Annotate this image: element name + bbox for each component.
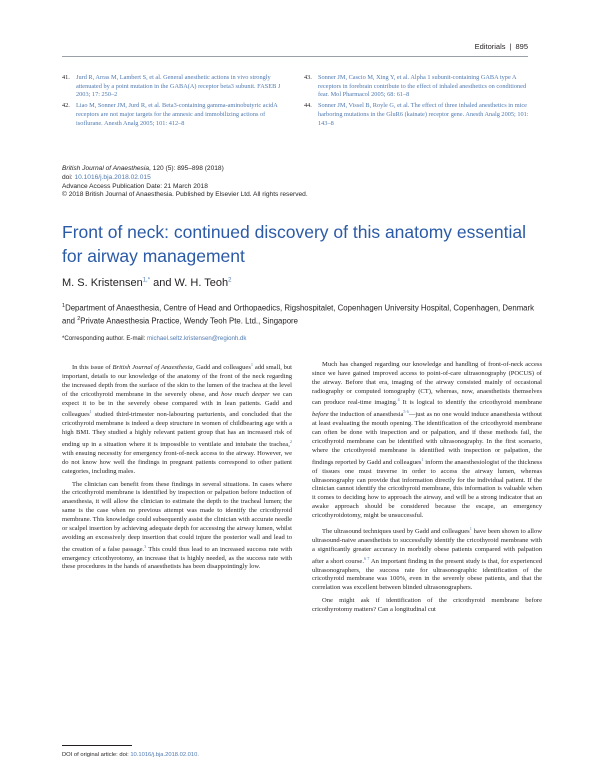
- reference-column-left: [62, 74, 288, 130]
- reference-column-right: [304, 74, 530, 130]
- text-run: Much has changed regarding our knowledge and handling of front-of-neck access since we have gained improved access to point-of-care ultrasonography (POCUS) of the airway. Before that era, imaging of the airway consisted mainly of occasional radiography or computed tomography (CT), whereas, now, anaesthetists themselves can produce real-time imaging.: [312, 361, 542, 407]
- reference-link[interactable]: Sonner JM, Cascio M, Xing Y, et al. Alpha 1 subunit-containing GABA type A receptors in forebrain contribute to the effect of inhaled anesthetics on conditioned fear. Mol Pharmacol 2005; 68: 61–8: [318, 74, 527, 99]
- text-run: The ultrasound techniques used by Gadd and colleagues: [322, 528, 470, 536]
- body-column-left: [62, 361, 292, 615]
- text-run: It is logical to identify the cricothyroid membrane: [399, 399, 542, 407]
- text-run: the induction of anaesthesia: [328, 411, 404, 419]
- affiliation-text: Department of Anaesthesia, Centre of Head and Orthopaedics, Rigshospitalet, Copenhagen University Hospital, Copenhagen, Denmark and: [62, 303, 535, 326]
- affiliation-marker: 1: [62, 303, 66, 309]
- text-run: we can expect it to be in the severely obese compared with in lean patients. Gadd and colleagues: [62, 390, 292, 419]
- citation-marker[interactable]: 1: [89, 409, 92, 415]
- text-run: In this issue of: [72, 364, 113, 372]
- text-run: This could thus lead to an increased success rate with emergency cricothyrotomy, an increase that is highly needed, as the success rate with these procedures in the hands of anaesthetists has been disappointingly low.: [62, 545, 292, 571]
- text-run: studied third-trimester non-labouring parturients, and concluded that the cricothyroid membrane is indeed a deep structure in women of childbearing age with a high BMI. They studied a highly relevant patient group that has an increased risk of ending up in a situation where it is impossible to ventilate and intubate the trachea,: [62, 411, 292, 449]
- journal-name: British Journal of Anaesthesia: [62, 165, 149, 172]
- journal-name: British Journal of Anaesthesia: [112, 364, 193, 372]
- citation-marker[interactable]: 1: [421, 456, 424, 462]
- reference-number: 41.: [62, 74, 70, 81]
- original-article-doi-link[interactable]: 10.1016/j.bja.2018.02.010.: [130, 752, 199, 758]
- paragraph: [312, 361, 542, 521]
- text-run: add small, but important, details to our knowledge of the anatomy of the front of the neck regarding the increased depth from the surface of the skin to the lumen of the trachea at the level of the cricothyroid membrane in the severely obese, and: [62, 364, 292, 398]
- citation-marker[interactable]: 1: [250, 362, 254, 367]
- copyright-notice: © 2018 British Journal of Anaesthesia. Published by Elsevier Ltd. All rights reserved.: [62, 191, 308, 199]
- doi-label: doi:: [62, 173, 75, 181]
- separator: |: [509, 42, 512, 51]
- reference-number: 44.: [304, 102, 312, 110]
- reference-number: 42.: [62, 102, 70, 110]
- affiliation-marker: 2: [77, 316, 81, 323]
- text-run: An important finding in the present study is that, for experienced ultrasonographers, the success rate for ultrasonographic identification of the cricothyroid membrane was 100%, even in the severely obese patients, and that the correlation was excellent between blinded ultrasonographers.: [312, 557, 542, 592]
- correspondence-label: *Corresponding author. E-mail:: [62, 335, 148, 342]
- reference-number: 43.: [304, 74, 312, 81]
- citation-marker[interactable]: 1: [469, 525, 472, 531]
- paragraph: [62, 361, 292, 477]
- reference-item: [62, 74, 288, 100]
- text-run: inform the anaesthesiologist of the thickness of tissues one must traverse in order to access the airway lumen, whereas ultrasonography can provide that information directly for the individual patient. If the clinician cannot identify the cricothyroid membrane, this information is valuable when it comes to deciding how to approach the airway, and will be a strong indicator that an awake approach should be considered because the escape, an emergency cricothyroidotomy, might be unsuccessful.: [312, 458, 543, 520]
- body-column-right: [312, 361, 542, 615]
- emphasis: before: [312, 411, 329, 419]
- footnote-divider: [62, 745, 132, 746]
- author-name: M. S. Kristensen: [62, 277, 143, 289]
- paragraph: [312, 525, 542, 593]
- author-affiliation-marker[interactable]: 1,*: [142, 277, 151, 284]
- text-run: , Gadd and colleagues: [192, 364, 251, 372]
- article-body: [62, 361, 542, 615]
- reference-link[interactable]: Jurd R, Arras M, Lambert S, et al. General anesthetic actions in vivo strongly attenuated by a point mutation in the GABA(A) receptor beta3 subunit. FASEB J 2003; 17: 250–2: [76, 74, 281, 99]
- affiliation-text: Private Anaesthesia Practice, Wendy Teoh Pte. Ltd., Singapore: [80, 316, 298, 326]
- text-run: The clinician can benefit from these findings in several situations. In cases where the cricothyroid membrane is identified by inspection or palpation before induction of anaesthesia, it will allow the clinician to estimate the depth to the tracheal lumen; the same is the case when no previous attempt was made to identify the cricothyroid membrane. This knowledge could subsequently assist the clinician with accurate needle or scalpel insertion by achieving adequate depth for accessing the airway lumen, whilst avoiding an excessively deep insertion that could injure the posterior wall and lead to the creation of a false passage.: [62, 480, 292, 553]
- text-run: —just as no one would induce anaesthesia without at least evaluating the mouth opening. The identification of the cricothyroid membrane can often be done with inspection and or palpation, and if these methods fail, the cricothyroid membrane can be identified with ultrasonography. In the first scenario, where the cricothyroid membrane is identified with inspection or palpation, the findings reported by Gadd and colleagues: [312, 411, 542, 466]
- citation-marker[interactable]: 4: [397, 397, 400, 403]
- citation-marker[interactable]: 3: [144, 543, 147, 549]
- running-head: [475, 42, 528, 51]
- text-run: One might ask if identification of the cricothyroid membrane before cricothyrotomy matters? Can a longitudinal cut: [312, 597, 542, 613]
- page-number: 895: [515, 42, 528, 51]
- doi-line: [62, 174, 530, 183]
- reference-link[interactable]: Liao M, Sonner JM, Jurd R, et al. Beta3-containing gamma-aminobutyric acidA receptors are not major targets for the amnesic and immobilizing actions of isoflurane. Anesth Analg 2005; 101: 412–8: [76, 102, 278, 127]
- footnote: [62, 752, 199, 758]
- emphasis: how much deeper: [221, 390, 270, 398]
- reference-link[interactable]: Sonner JM, Vissel B, Royle G, et al. The effect of three inhaled anesthetics in mice harboring mutations in the GluR6 (kainate) receptor gene. Anesth Analg 2005; 101: 143–8: [318, 102, 529, 127]
- text-run: have been shown to allow ultrasound-naive anaesthetists to successfully identify the cricothyroid membrane with a significantly greater accuracy in morbidly obese patients compared with palpation after a short course.: [312, 528, 542, 565]
- reference-item: [62, 102, 288, 128]
- top-divider: [62, 56, 528, 57]
- text-run: with ensuing necessity for emergency front-of-neck access to the airway. However, we do not know how well the findings in pregnant patients correspond to other patient categories, including males.: [62, 450, 292, 475]
- journal-citation: [62, 165, 530, 174]
- paragraph: [312, 597, 542, 615]
- article-title: Front of neck: continued discovery of this anatomy essential for airway management: [62, 222, 526, 266]
- author-list: [62, 277, 231, 289]
- affiliations: [62, 301, 542, 327]
- footnote-label: DOI of original article: doi:: [62, 752, 131, 758]
- corresponding-author: [62, 335, 246, 342]
- paragraph: [62, 481, 292, 573]
- reference-item: [304, 74, 530, 100]
- section-label: Editorials: [474, 42, 506, 51]
- citation-marker[interactable]: 5 6: [403, 409, 409, 415]
- doi-link[interactable]: 10.1016/j.bja.2018.02.015: [74, 173, 151, 181]
- access-date: Advance Access Publication Date: 21 March 2018: [62, 182, 208, 190]
- publication-info: [62, 165, 530, 200]
- author-affiliation-marker[interactable]: 2: [228, 277, 232, 284]
- citation-detail: , 120 (5): 895–898 (2018): [149, 165, 224, 172]
- reference-item: [304, 102, 530, 128]
- author-name: and W. H. Teoh: [150, 277, 229, 289]
- citation-marker[interactable]: 2: [289, 439, 292, 445]
- email-link[interactable]: michael.seltz.kristensen@regionh.dk: [147, 335, 247, 342]
- citation-marker[interactable]: 6 7: [363, 555, 370, 561]
- reference-list: [62, 74, 530, 130]
